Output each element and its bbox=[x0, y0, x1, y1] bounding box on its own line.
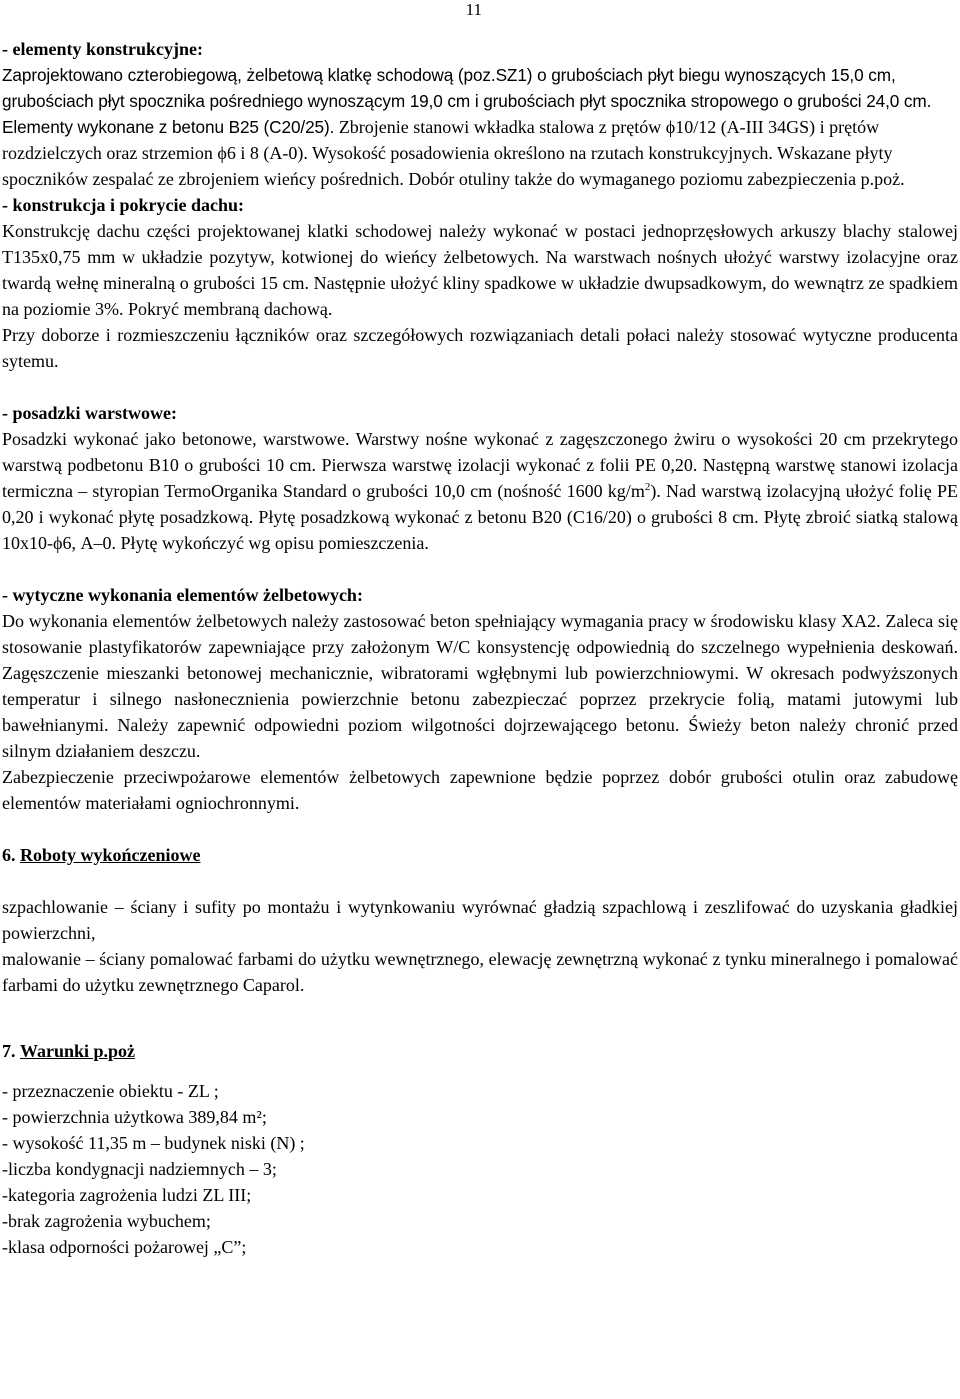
spacer bbox=[2, 556, 958, 582]
heading-elementy: - elementy konstrukcyjne: bbox=[2, 39, 203, 59]
spacer bbox=[2, 868, 958, 894]
dach-body-2: Przy doborze i rozmieszczeniu łączników oraz szczegółowych rozwiązaniach detali połaci należy stosować wytyczne producenta sytemu. bbox=[2, 325, 958, 371]
section-7-item: -liczba kondygnacji nadziemnych – 3; bbox=[2, 1159, 277, 1179]
section-6-item-1: szpachlowanie – ściany i sufity po montażu i wytynkowaniu wyrównać gładzią szpachlową i zeszlifować do uzyskania gładkiej powierzchni, bbox=[2, 897, 958, 943]
elementy-body-1: Zaprojektowano czterobiegową, żelbetową klatkę schodową (poz.SZ1) o grubościach płyt biegu wynoszących 15,0 cm, grubościach płyt spocznika pośredniego wynoszącym 19,0 cm i grubościach płyt spocznika stropowego o grubości 24,0 cm. Elementy wykonane z betonu B25 (C20/25). bbox=[2, 65, 932, 137]
heading-dach: - konstrukcja i pokrycie dachu: bbox=[2, 195, 245, 215]
spacer bbox=[2, 1064, 958, 1078]
posadzki-body-sup: 2 bbox=[644, 481, 651, 493]
dach-body-1: Konstrukcję dachu części projektowanej klatki schodowej należy wykonać w postaci jednoprzęsłowych arkuszy blachy stalowej T135x0,75 mm w układzie pozytyw, kotwionej do wieńcy żelbetowych. Na warstwach nośnych ułożyć warstwy izolacyjne oraz twardą wełnę mineralną o grubości 15 cm. Następnie ułożyć kliny spadkowe w układzie dwupsadkowym, do wewnątrz ze spadkiem na poziomie 3%. Pokryć membraną dachową. bbox=[2, 221, 958, 319]
spacer bbox=[2, 374, 958, 400]
section-7-name: Warunki p.poż bbox=[20, 1041, 136, 1061]
section-7-title bbox=[2, 1038, 958, 1064]
section-6-number: 6. bbox=[2, 845, 16, 865]
spacer bbox=[2, 816, 958, 842]
section-6-item-2: malowanie – ściany pomalować farbami do użytku wewnętrznego, elewację zewnętrzną wykonać z tynku mineralnego i pomalować farbami do użytku zewnętrznego Caparol. bbox=[2, 949, 958, 995]
section-7-item: -brak zagrożenia wybuchem; bbox=[2, 1211, 211, 1231]
posadzki-body-b: ). Nad warstwą izolacyjną ułożyć folię PE 0,20 i wykonać płytę posadzkową. Płytę posadzkową wykonać z betonu B20 (C16/20) o grubości 8 cm. Płytę zbroić siatką stalową 10x10-ϕ6, A–0. Płytę wykończyć wg opisu pomieszczenia. bbox=[2, 481, 959, 553]
elementy-body-2-text: Zbrojenie stanowi wkładka stalowa z prętów ϕ10/12 (A-III 34GS) i prętów rozdzielczych oraz strzemion ϕ6 i 8 (A-0). Wysokość posadowienia określono na rzutach konstrukcyjnych. Wskazane płyty spoczników zespalać ze zbrojeniem wieńcy pośrednich. Dobór otuliny także do wymaganego poziomu zabezpieczenia p.poż. bbox=[2, 117, 905, 189]
spacer bbox=[2, 1024, 958, 1038]
section-7-item: - powierzchnia użytkowa 389,84 m²; bbox=[2, 1107, 267, 1127]
wytyczne-body-1: Do wykonania elementów żelbetowych należy zastosować beton spełniający wymagania pracy w środowisku klasy XA2. Zaleca się stosowanie plastyfikatorów zapewniające przy założonym W/C konsystencję odpowiednią do szczelnego wypełnienia deskowań. Zagęszczenie mieszanki betonowej mechanicznie, wibratorami wgłębnymi lub powierzchniowymi. W okresach podwyższonych temperatur i silnego nasłonecznienia powierzchnie betonu zabezpieczać poprzez przekrycie folią, matami jutowymi lub bawełnianymi. Należy zapewnić odpowiedni poziom wilgotności dojrzewającego betonu. Świeży beton należy chronić przed silnym działaniem deszczu. bbox=[2, 611, 958, 761]
page-number: 11 bbox=[465, 0, 482, 19]
spacer bbox=[2, 998, 958, 1024]
section-6-name: Roboty wykończeniowe bbox=[20, 845, 201, 865]
heading-wytyczne: - wytyczne wykonania elementów żelbetowych: bbox=[2, 585, 363, 605]
posadzki-body bbox=[2, 426, 958, 556]
section-7-item: - wysokość 11,35 m – budynek niski (N) ; bbox=[2, 1133, 305, 1153]
section-6-title bbox=[2, 842, 958, 868]
section-7-item: - przeznaczenie obiektu - ZL ; bbox=[2, 1081, 219, 1101]
heading-posadzki: - posadzki warstwowe: bbox=[2, 403, 177, 423]
section-7-number: 7. bbox=[2, 1041, 16, 1061]
page-content bbox=[2, 36, 958, 1260]
wytyczne-body-2: Zabezpieczenie przeciwpożarowe elementów żelbetowych zapewnione będzie poprzez dobór grubości otulin oraz zabudowę elementów materiałami ogniochronnymi. bbox=[2, 767, 958, 813]
section-7-item: -kategoria zagrożenia ludzi ZL III; bbox=[2, 1185, 252, 1205]
posadzki-body-a: Posadzki wykonać jako betonowe, warstwowe. Warstwy nośne wykonać z zagęszczonego żwiru o wysokości 20 cm przekrytego warstwą podbetonu B10 o grubości 10 cm. Pierwsza warstwę izolacji wykonać z folii PE 0,20. Następną warstwę stanowi izolacja termiczna – styropian TermoOrganika Standard o grubości 10,0 cm (nośność 1600 kg/m bbox=[2, 429, 958, 501]
section-7-item: -klasa odporności pożarowej „C”; bbox=[2, 1237, 247, 1257]
